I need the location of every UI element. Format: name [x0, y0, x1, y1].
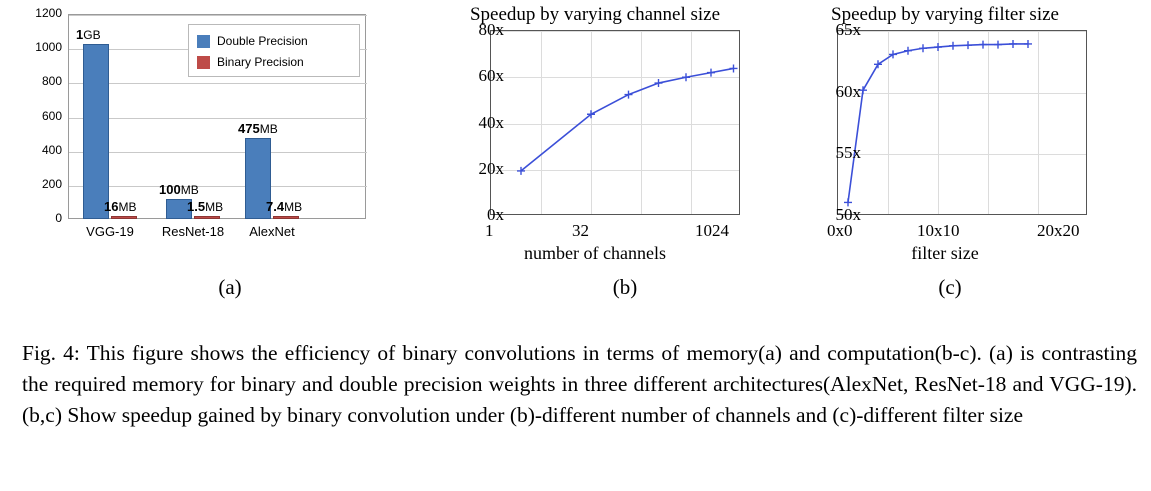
bar-value-label	[159, 182, 199, 197]
y-axis-tick-label: 1000	[35, 40, 62, 55]
y-axis-tick-label: 1200	[35, 6, 62, 20]
gridline	[69, 118, 367, 119]
gridline	[69, 186, 367, 187]
bar-value: 16	[104, 199, 119, 214]
x-axis-tick-label: 32	[572, 221, 589, 240]
y-axis-tick-label: 55x	[835, 143, 861, 163]
panel-b-plot-area	[490, 30, 740, 215]
bar-unit: MB	[118, 200, 137, 214]
figure-caption: Fig. 4: This figure shows the efficiency of binary convolutions in terms of memory(a) and computation(b-c). (a) is contrasting the required memory for binary and double precision weights in three different architectures(AlexNet, ResNet-18 and VGG-19). (b,c) Show speedup gained by binary convolution under (b)-different number of channels and (c)-different filter size	[22, 341, 1137, 427]
bar-value: 7.4	[266, 199, 285, 214]
gridline	[69, 15, 367, 16]
x-axis-tick-label: 1024	[695, 221, 729, 240]
bar-value: 1.5	[187, 199, 206, 214]
x-axis-tick-label: 0x0	[827, 221, 853, 240]
legend-item-double-precision	[197, 34, 353, 48]
panel-b-title: Speedup by varying channel size	[469, 4, 721, 25]
y-axis-tick-label: 65x	[835, 20, 861, 39]
bar-binary-precision	[194, 216, 220, 219]
bar-value: 1	[76, 27, 84, 43]
y-axis-tick-label: 0	[55, 211, 62, 225]
panel-b-x-axis-label: number of channels	[524, 243, 666, 263]
x-axis-tick-label: 1	[485, 221, 494, 240]
legend-swatch-icon	[197, 56, 210, 69]
bar-value: 475	[238, 120, 260, 136]
subcaption-c: (c)	[938, 275, 962, 299]
panel-c-title: Speedup by varying filter size	[831, 4, 1059, 25]
bar-value-label	[238, 121, 278, 136]
y-axis-tick-label: 40x	[478, 112, 504, 132]
y-axis-tick-label: 600	[41, 108, 62, 123]
channel-speedup-chart	[430, 0, 760, 268]
y-axis-tick-label: 50x	[835, 205, 861, 224]
panel-c-x-axis-label: filter size	[911, 243, 979, 263]
bar-value-label	[104, 199, 136, 214]
y-axis-tick-label: 200	[41, 176, 62, 191]
bar-unit: GB	[83, 28, 101, 43]
bar-double-precision	[83, 44, 109, 219]
panel-a-legend	[188, 24, 360, 77]
bar-unit: MB	[259, 121, 278, 136]
filter-speedup-chart	[775, 0, 1115, 268]
bar-value: 100	[159, 181, 181, 197]
x-axis-category-label: AlexNet	[249, 224, 295, 239]
x-axis-category-label: ResNet-18	[161, 224, 225, 239]
panel-c-plot-area	[837, 30, 1087, 215]
y-axis-tick-label: 0x	[487, 205, 504, 224]
bar-unit: MB	[284, 200, 303, 214]
subcaption-a: (a)	[218, 275, 242, 299]
legend-item-binary-precision	[197, 55, 353, 69]
memory-bar-chart	[10, 6, 410, 268]
x-axis-category-label: VGG-19	[86, 224, 134, 239]
legend-label: Binary Precision	[217, 55, 304, 69]
y-axis-tick-label: 800	[41, 74, 62, 89]
subcaption-b: (b)	[612, 275, 638, 299]
gridline	[69, 83, 367, 84]
x-axis-tick-label: 20x20	[1037, 221, 1080, 240]
bar-value-label	[76, 27, 101, 42]
bar-unit: MB	[205, 200, 224, 214]
bar-value-label	[266, 199, 302, 214]
bar-value-label	[187, 199, 223, 214]
y-axis-tick-label: 60x	[478, 66, 504, 86]
gridline	[69, 152, 367, 153]
y-axis-tick-label: 60x	[835, 81, 861, 101]
bar-binary-precision	[111, 216, 137, 219]
data-series-line	[491, 31, 741, 216]
y-axis-tick-label: 400	[41, 142, 62, 157]
data-series-line	[838, 31, 1088, 216]
bar-binary-precision	[273, 216, 299, 219]
legend-label: Double Precision	[217, 34, 308, 48]
legend-swatch-icon	[197, 35, 210, 48]
bar-unit: MB	[180, 182, 199, 197]
y-axis-tick-label: 80x	[478, 20, 504, 39]
y-axis-tick-label: 20x	[478, 158, 504, 178]
x-axis-tick-label: 10x10	[917, 221, 960, 240]
